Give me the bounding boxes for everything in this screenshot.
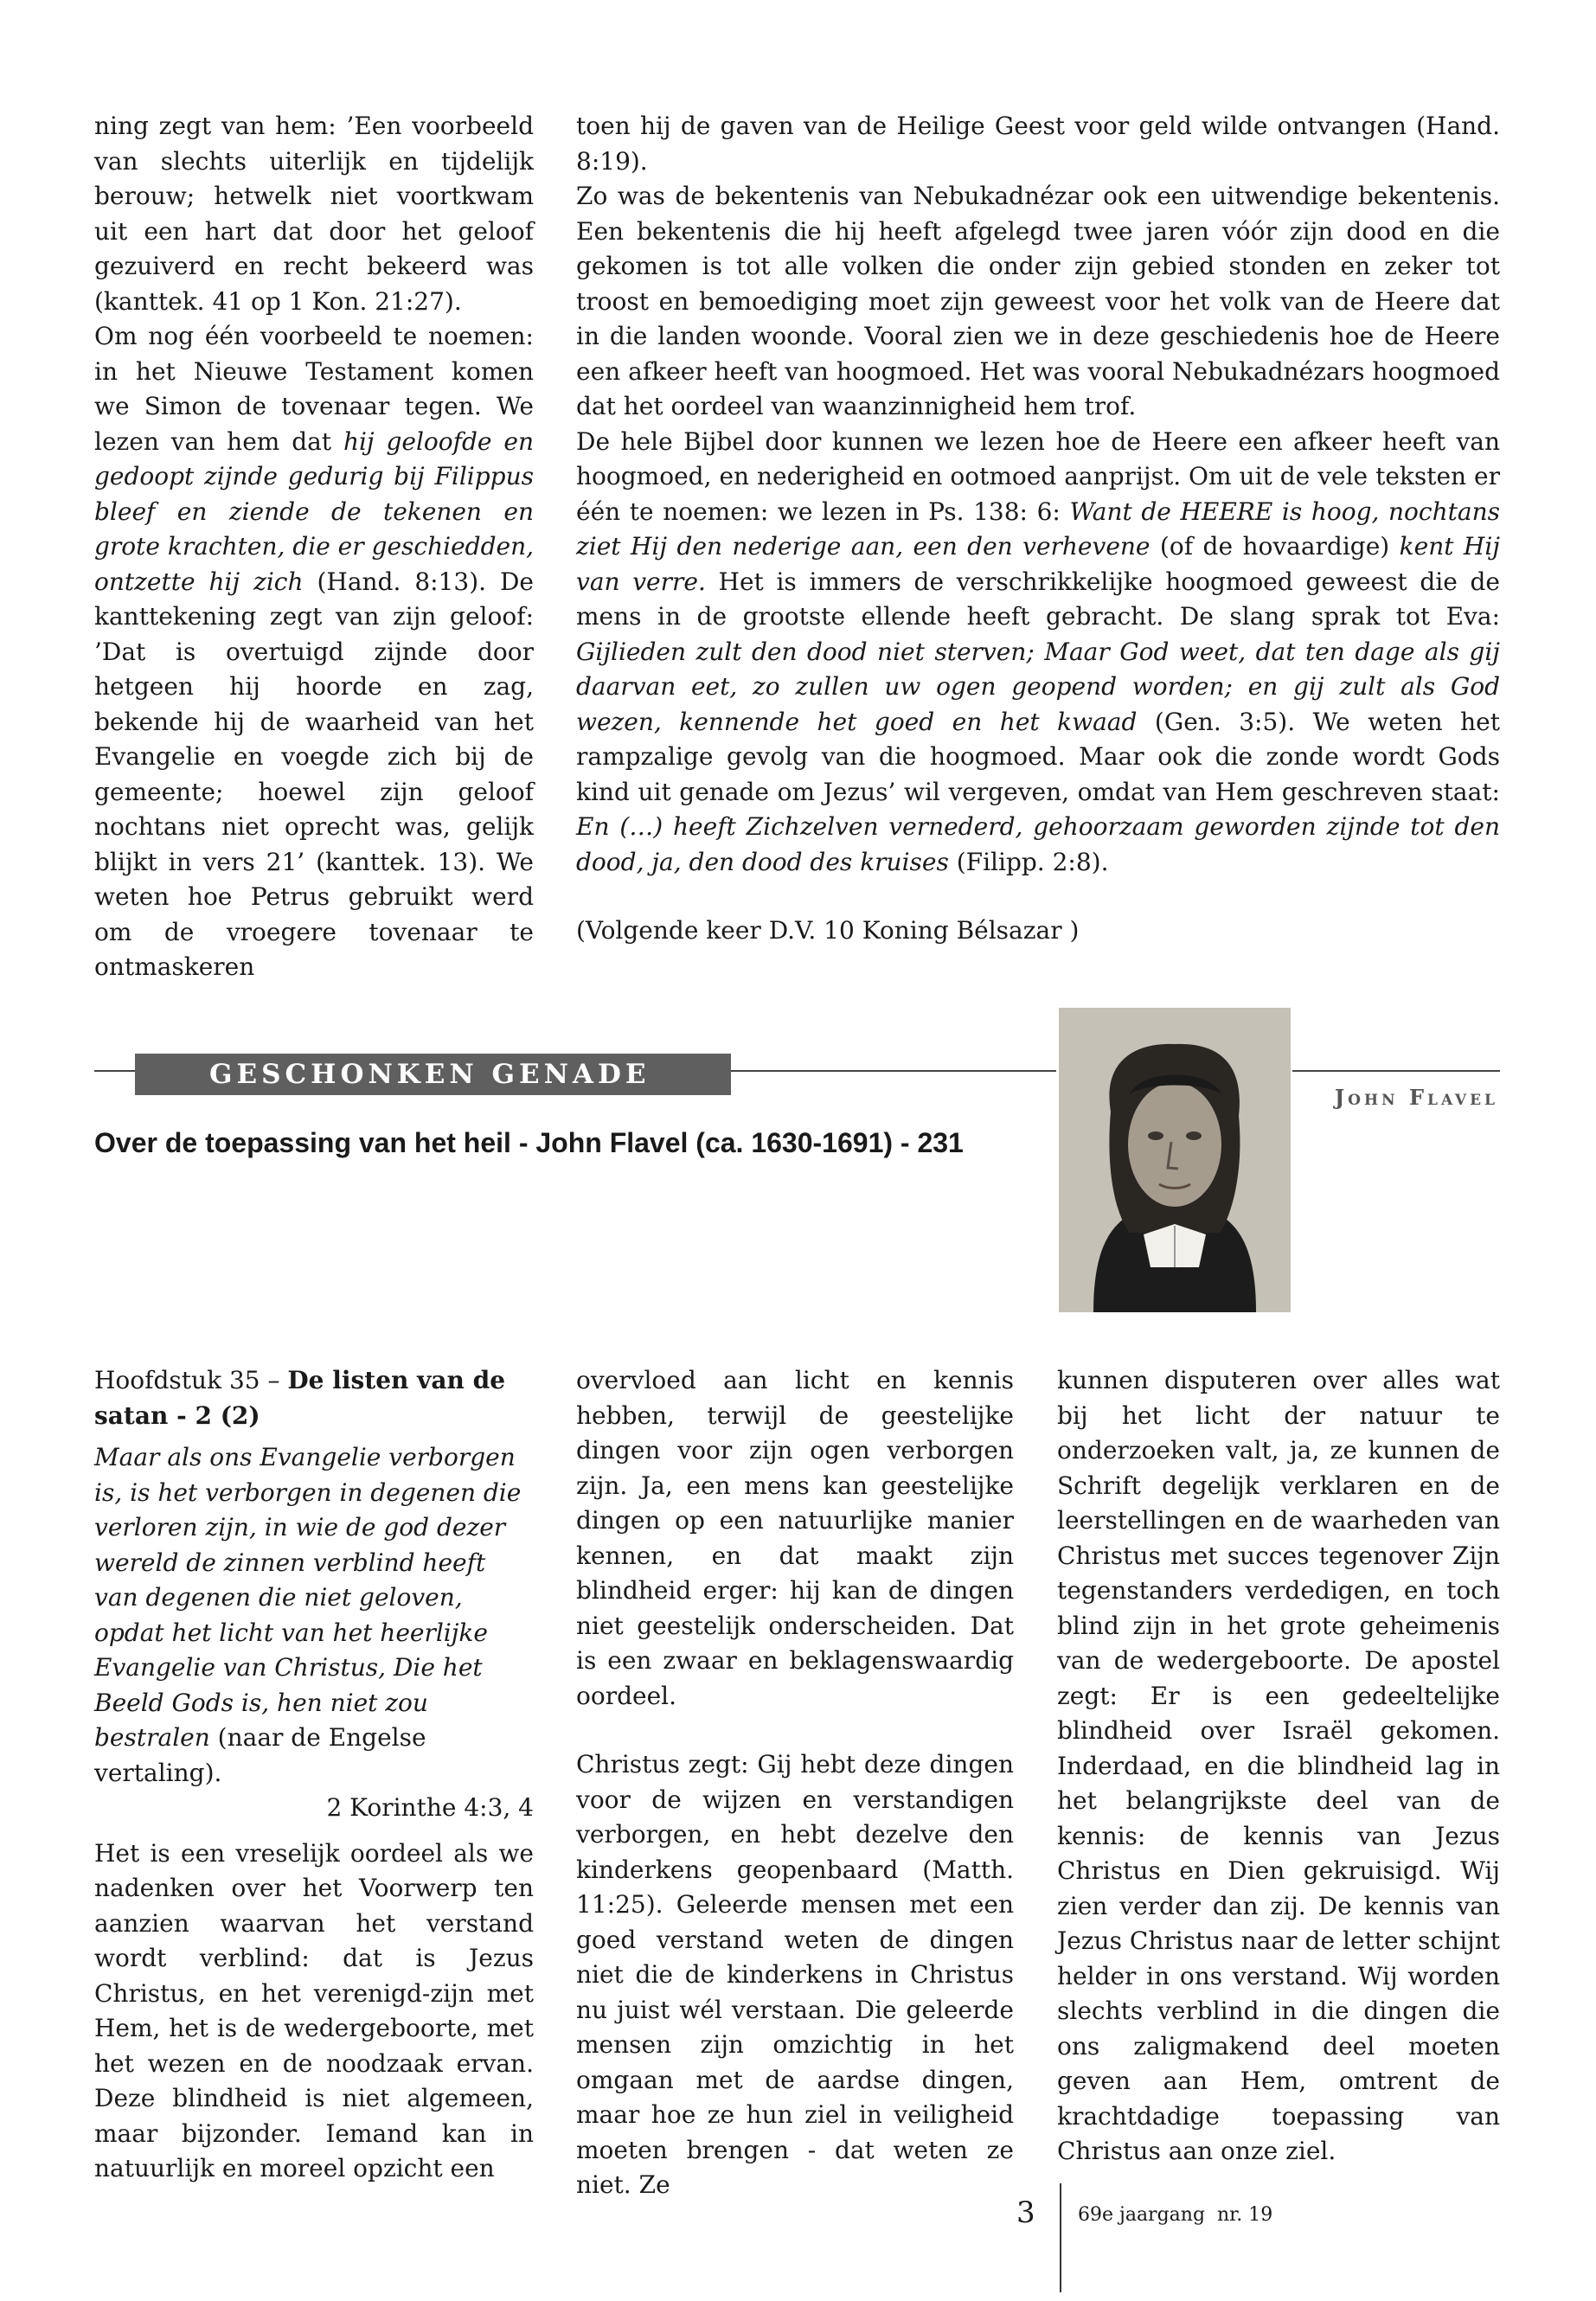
paragraph: Om nog één voorbeeld te noemen: in het Nieuwe Testament komen we Simon de tovenaar tegen. We lezen van hem dat hij geloofde en gedoopt zijnde gedurig bij Filippus bleef en ziende de tekenen en grote krachten, die er geschiedden, ontzette hij zich (Hand. 8:13). De kanttekening zegt van zijn geloof: ’Dat is overtuigd zijnde door hetgeen hij hoorde en zag, bekende hij de waarheid van het Evangelie en voegde zich bij de gemeente; hoewel zijn geloof nochtans niet oprecht was, gelijk blijkt in vers 21’ (kanttek. 13). We weten hoe Petrus gebruikt werd om de vroegere tovenaar te ontmaskeren xyxy=(94,322,534,981)
author-portrait xyxy=(1059,1008,1291,1312)
issue-label: 69e jaargang nr. 19 xyxy=(1078,2204,1273,2226)
scripture-reference: 2 Korinthe 4:3, 4 xyxy=(326,1793,534,1822)
bottom-column-1 xyxy=(94,1363,534,2187)
bottom-column-2 xyxy=(576,1363,1014,2203)
section-banner: GESCHONKEN GENADE xyxy=(135,1054,731,1095)
footer-divider xyxy=(1060,2183,1061,2292)
paragraph: De hele Bijbel door kunnen we lezen hoe de Heere een afkeer heeft van hoogmoed, en nederigheid en ootmoed aanprijst. Om uit de vele teksten er één te noemen: we lezen in Ps. 138: 6: Want de HEERE is hoog, nochtans ziet Hij den nederige aan, een den verhevene (of de hovaardige) kent Hij van verre. Het is immers de verschrikkelijke hoogmoed geweest die de mens in de grootste ellende heeft gebracht. De slang sprak tot Eva: Gijlieden zult den dood niet sterven; Maar God weet, dat ten dage als gij daarvan eet, zo zullen uw ogen geopend worden; en gij zult als God wezen, kennende het goed en het kwaad (Gen. 3:5). We weten het rampzalige gevolg van die hoogmoed. Maar ook die zonde wordt Gods kind uit genade om Jezus’ wil vergeven, omdat van Hem geschreven staat: En (…) heeft Zichzelven vernederd, gehoorzaam geworden zijnde tot den dood, ja, den dood des kruises (Filipp. 2:8). xyxy=(576,426,1500,876)
paragraph: overvloed aan licht en kennis hebben, terwijl de geestelijke dingen voor zijn ogen verborgen zijn. Ja, een mens kan geestelijke dingen op een natuurlijke manier kennen, en dat maakt zijn blindheid erger: hij kan de dingen niet geestelijk onderscheiden. Dat is een zwaar en beklagenswaardig oordeel. xyxy=(576,1366,1014,1710)
paragraph: Het is een vreselijk oordeel als we nadenken over het Voorwerp ten aanzien waarvan het verstand wordt verblind: dat is Jezus Christus, en het verenigd-zijn met Hem, het is de wedergeboorte, met het wezen en de noodzaak ervan. Deze blindheid is niet algemeen, maar bijzonder. Iemand kan in natuurlijk en moreel opzicht een xyxy=(94,1838,534,2182)
page-number: 3 xyxy=(1016,2195,1035,2230)
scripture-quote: Maar als ons Evangelie verborgen is, is het verborgen in degenen die verloren zijn, in wie de god dezer wereld de zinnen verblind heeft van degenen die niet geloven, opdat het licht van het heerlijke Evangelie van Christus, Die het Beeld Gods is, hen niet zou bestralen (naar de Engelse vertaling). xyxy=(94,1443,522,1787)
article-subtitle: Over de toepassing van het heil - John Flavel (ca. 1630-1691) - 231 xyxy=(94,1127,964,1158)
paragraph: kunnen disputeren over alles wat bij het licht der natuur te onderzoeken valt, ja, ze kunnen de Schrift degelijk verklaren en de leerstellingen en de waarheden van Christus met succes tegenover Zijn tegenstanders verdedigen, en toch blind zijn in het grote geheimenis van de wedergeboorte. De apostel zegt: Er is een gedeeltelijke blindheid over Israël gekomen. Inderdaad, en die blindheid lag in het belangrijkste deel van de kennis: de kennis van Jezus Christus en Dien gekruisigd. Wij zien verder dan zij. De kennis van Jezus Christus naar de letter schijnt helder in ons verstand. Wij worden slechts verblind in die dingen die ons zaligmakend deel moeten geven aan Hem, omtrent de krachtdadige toepassing van Christus aan onze ziel. xyxy=(1057,1366,1500,2165)
section-rule-right xyxy=(1292,1070,1500,1072)
paragraph: toen hij de gaven van de Heilige Geest voor geld wilde ontvangen (Hand. 8:19). xyxy=(576,112,1500,176)
next-issue-note: (Volgende keer D.V. 10 Koning Bélsazar ) xyxy=(576,916,1080,945)
top-left-column xyxy=(94,109,534,985)
paragraph: Zo was de bekentenis van Nebukadnézar ook een uitwendige bekentenis. Een bekentenis die hij heeft afgelegd twee jaren vóór zijn dood en die gekomen is tot alle volken die onder zijn gebied stonden en zeker tot troost en bemoediging moet zijn geweest voor het volk van de Heere dat in die landen woonde. Vooral zien we in deze geschiedenis hoe de Heere een afkeer heeft van hoogmoed. Het was vooral Nebukadnézars hoogmoed dat het oordeel van waanzinnigheid hem trof. xyxy=(576,182,1500,420)
top-right-column xyxy=(576,109,1500,949)
bottom-column-3 xyxy=(1057,1363,1500,2170)
paragraph: Christus zegt: Gij hebt deze dingen voor de wijzen en verstandigen verborgen, en hebt dezelve den kinderkens geopenbaard (Matth. 11:25). Geleerde mensen met een goed verstand weten de dingen niet die de kinderkens in Christus nu juist wél verstaan. Die geleerde mensen zijn omzichtig in het omgaan met de aardse dingen, maar hoe ze hun ziel in veiligheid moeten brengen - dat weten ze niet. Ze xyxy=(576,1750,1014,2199)
author-name: John Flavel xyxy=(1334,1085,1498,1110)
paragraph: ning zegt van hem: ’Een voorbeeld van slechts uiterlijk en tijdelijk berouw; hetwelk niet voortkwam uit een hart dat door het geloof gezuiverd en recht bekeerd was (kanttek. 41 op 1 Kon. 21:27). xyxy=(94,112,534,316)
chapter-heading: Hoofdstuk 35 – De listen van de satan - 2 (2) xyxy=(94,1366,506,1430)
